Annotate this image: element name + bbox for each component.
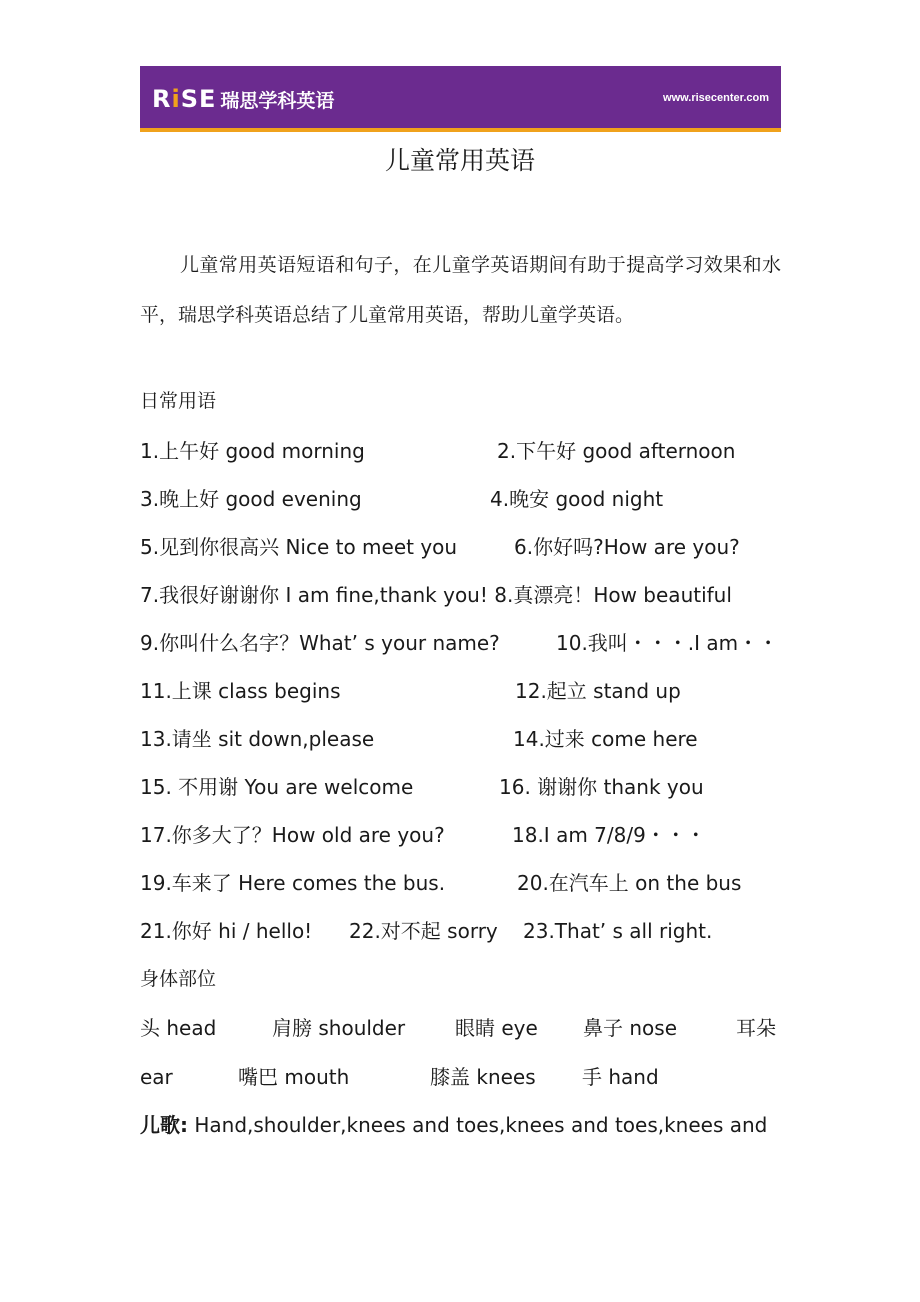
- logo-letters-se: SE: [180, 85, 217, 113]
- phrase-row: [140, 676, 790, 706]
- nursery-rhyme-label: 儿歌:: [140, 1113, 188, 1137]
- body-part-item: 肩膀 shoulder: [272, 1016, 406, 1040]
- phrase-item: 13.请坐 sit down,please: [140, 727, 375, 751]
- phrase-row: [140, 820, 790, 850]
- nursery-rhyme-text: Hand,shoulder,knees and toes,knees and toes,knees and: [188, 1113, 768, 1137]
- logo-letter-r: R: [152, 85, 172, 113]
- phrase-row: [140, 628, 790, 658]
- body-part-item: ear: [140, 1065, 173, 1089]
- rise-logo[interactable]: [152, 84, 334, 116]
- phrase-item: 16. 谢谢你 thank you: [499, 775, 704, 799]
- body-part-item: 膝盖 knees: [430, 1065, 536, 1089]
- website-url[interactable]: www.risecenter.com: [663, 92, 769, 104]
- phrase-item: 7.我很好谢谢你 I am fine,thank you! 8.真漂亮！How beautiful: [140, 583, 732, 607]
- header-banner: [140, 66, 781, 132]
- body-part-item: 鼻子 nose: [583, 1016, 677, 1040]
- body-part-item: 手 hand: [582, 1065, 659, 1089]
- phrase-item: 14.过来 come here: [513, 727, 698, 751]
- phrase-item: 6.你好吗?How are you?: [514, 535, 740, 559]
- phrase-item: 21.你好 hi / hello!: [140, 919, 313, 943]
- logo-letter-i: i: [171, 85, 181, 113]
- phrase-item: 1.上午好 good morning: [140, 439, 365, 463]
- phrase-item: 17.你多大了？How old are you?: [140, 823, 445, 847]
- phrase-row: [140, 868, 790, 898]
- phrase-item: 23.That’ s all right.: [523, 919, 713, 943]
- phrase-row: [140, 484, 790, 514]
- phrase-item: 12.起立 stand up: [515, 679, 681, 703]
- logo-chinese-name: 瑞思学科英语: [220, 90, 335, 112]
- phrase-item: 5.见到你很高兴 Nice to meet you: [140, 535, 458, 559]
- phrase-item: 10.我叫・・・.I am・・: [556, 631, 779, 655]
- phrase-item: 20.在汽车上 on the bus: [517, 871, 742, 895]
- intro-paragraph: 儿童常用英语短语和句子，在儿童学英语期间有助于提高学习效果和水平，瑞思学科英语总结了儿童常用英语，帮助儿童学英语。: [140, 254, 781, 326]
- body-part-item: 眼睛 eye: [455, 1016, 538, 1040]
- phrase-item: 2.下午好 good afternoon: [497, 439, 736, 463]
- page-title: 儿童常用英语: [384, 146, 535, 175]
- body-parts-row: [140, 1013, 790, 1043]
- phrase-row: [140, 580, 790, 610]
- phrase-item: 22.对不起 sorry: [349, 919, 498, 943]
- body-part-item: 嘴巴 mouth: [238, 1065, 350, 1089]
- phrase-item: 11.上课 class begins: [140, 679, 341, 703]
- section-heading-daily: 日常用语: [140, 390, 217, 412]
- phrase-item: 15. 不用谢 You are welcome: [140, 775, 414, 799]
- body-part-item: 耳朵: [736, 1016, 776, 1040]
- section-heading-body-parts: 身体部位: [140, 968, 217, 990]
- phrase-row: [140, 916, 790, 946]
- body-part-item: 头 head: [140, 1016, 217, 1040]
- nursery-rhyme-line: [140, 1110, 767, 1140]
- phrase-item: 19.车来了 Here comes the bus.: [140, 871, 446, 895]
- phrase-row: [140, 532, 790, 562]
- body-parts-row: [140, 1062, 790, 1092]
- phrase-item: 9.你叫什么名字？What’ s your name?: [140, 631, 500, 655]
- phrase-item: 4.晚安 good night: [490, 487, 664, 511]
- phrase-item: 18.I am 7/8/9・・・: [512, 823, 706, 847]
- phrase-item: 3.晚上好 good evening: [140, 487, 362, 511]
- phrase-row: [140, 436, 790, 466]
- phrase-row: [140, 772, 790, 802]
- phrase-row: [140, 724, 790, 754]
